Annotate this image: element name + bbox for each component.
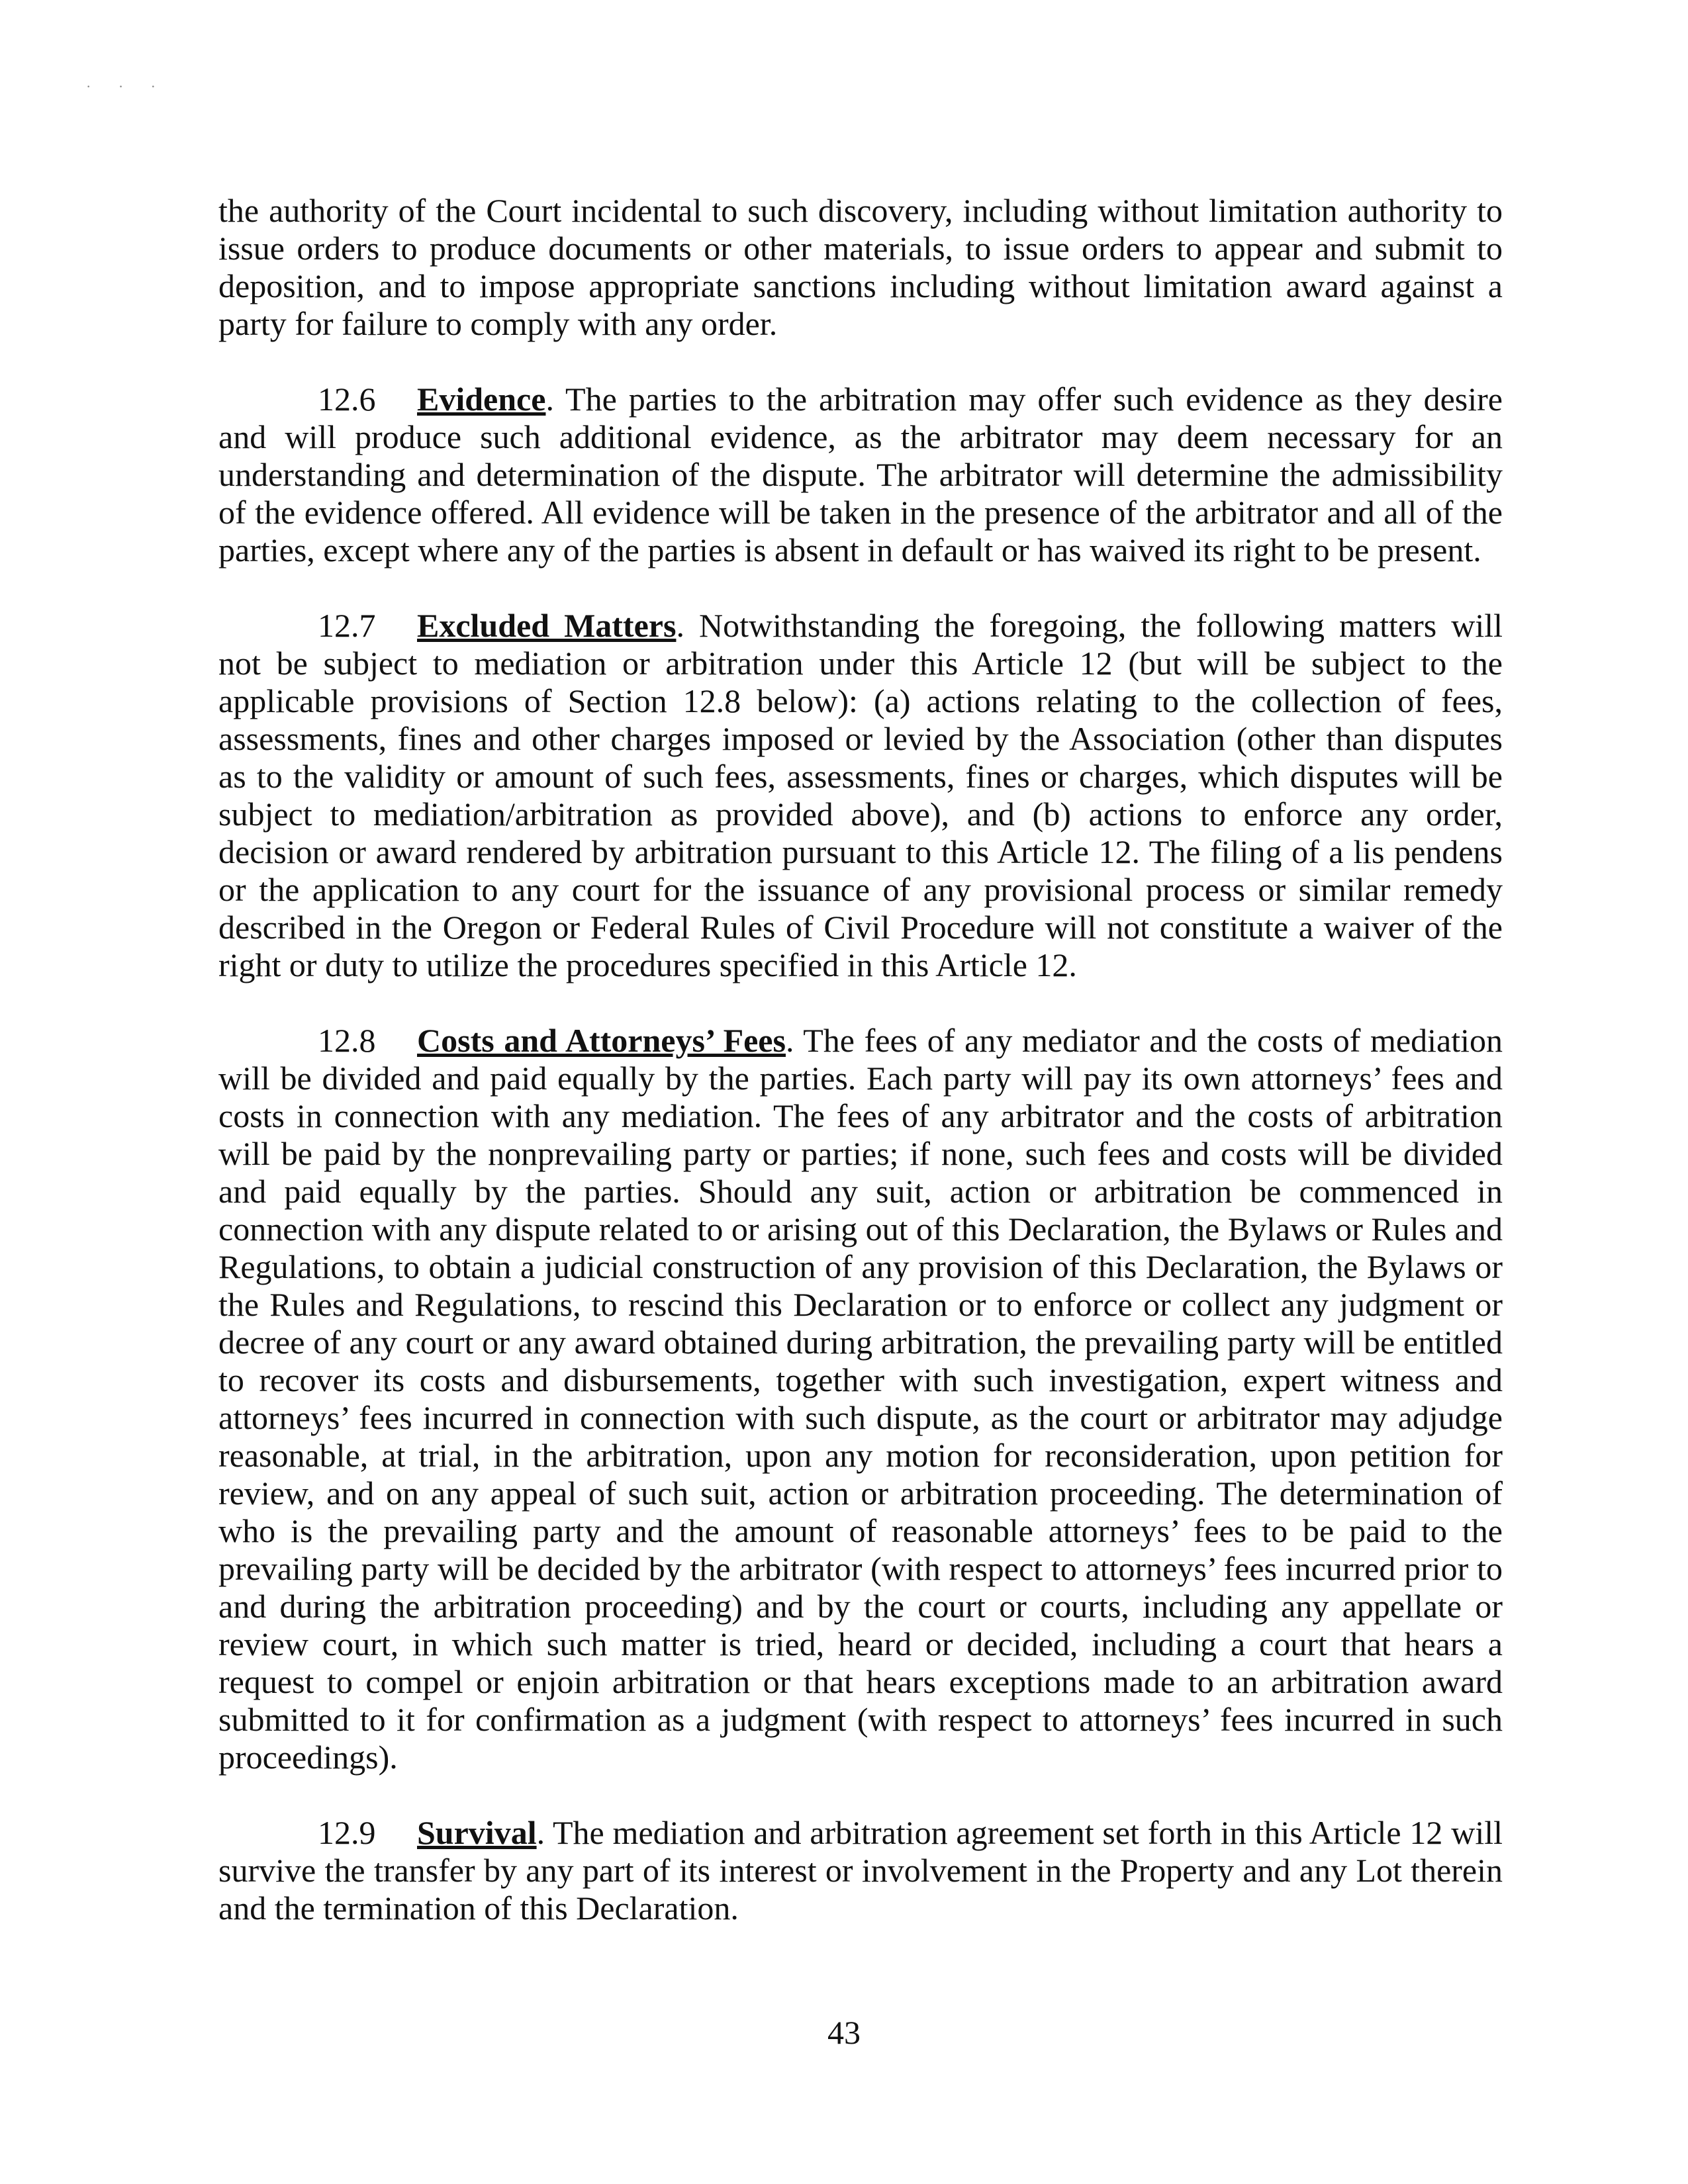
section-number: 12.8 <box>318 1022 376 1059</box>
section-number: 12.7 <box>318 607 376 644</box>
carryover-paragraph: the authority of the Court incidental to such discovery, including without limitation authority to issue orders to produce documents or other materials, to issue orders to appear and submit to deposition, and to impose appropriate sanctions including without limitation award against a party for failure to comply with any order. <box>218 192 1503 342</box>
page-number: 43 <box>827 2014 861 2051</box>
section-heading: Evidence <box>417 381 546 418</box>
section-heading: Survival <box>417 1814 537 1851</box>
section-heading: Costs and Attorneys’ Fees <box>417 1022 786 1059</box>
section-number: 12.6 <box>318 381 376 418</box>
section-12-6 <box>218 381 1503 569</box>
section-body: . The fees of any mediator and the costs of mediation will be divided and paid equally by the parties. Each party will pay its own attorneys’ fees and costs in connection with any mediation. The fees of any arbitrator and the costs of arbitration will be paid by the nonprevailing party or parties; if none, such fees and costs will be divided and paid equally by the parties. Should any suit, action or arbitration be commenced in connection with any dispute related to or arising out of this Declaration, the Bylaws or Rules and Regulations, to obtain a judicial construction of any provision of this Declaration, the Bylaws or the Rules and Regulations, to rescind this Declaration or to enforce or collect any judgment or decree of any court or any award obtained during arbitration, the prevailing party will be entitled to recover its costs and disbursements, together with such investigation, expert witness and attorneys’ fees incurred in connection with such dispute, as the court or arbitrator may adjudge reasonable, at trial, in the arbitration, upon any motion for reconsideration, upon petition for review, and on any appeal of such suit, action or arbitration proceeding. The determination of who is the prevailing party and the amount of reasonable attorneys’ fees to be paid to the prevailing party will be decided by the arbitrator (with respect to attorneys’ fees incurred prior to and during the arbitration proceeding) and by the court or courts, including any appellate or review court, in which such matter is tried, heard or decided, including a court that hears a request to compel or enjoin arbitration or that hears exceptions made to an arbitration award submitted to it for confirmation as a judgment (with respect to attorneys’ fees incurred in such proceedings). <box>218 1022 1503 1776</box>
document-body <box>218 192 1503 1965</box>
section-number: 12.9 <box>318 1814 376 1851</box>
section-12-8 <box>218 1022 1503 1776</box>
section-body: . The parties to the arbitration may offer such evidence as they desire and will produce such additional evidence, as the arbitrator may deem necessary for an understanding and determination of the dispute. The arbitrator will determine the admissibility of the evidence offered. All evidence will be taken in the presence of the arbitrator and all of the parties, except where any of the parties is absent in default or has waived its right to be present. <box>218 381 1503 569</box>
section-heading: Excluded Matters <box>417 607 677 644</box>
scan-specks: · · · <box>86 78 167 95</box>
section-12-9 <box>218 1814 1503 1927</box>
section-body: . Notwithstanding the foregoing, the following matters will not be subject to mediation or arbitration under this Article 12 (but will be subject to the applicable provisions of Section 12.8 below): (a) actions relating to the collection of fees, assessments, fines and other charges imposed or levied by the Association (other than disputes as to the validity or amount of such fees, assessments, fines or charges, which disputes will be subject to mediation/arbitration as provided above), and (b) actions to enforce any order, decision or award rendered by arbitration pursuant to this Article 12. The filing of a lis pendens or the application to any court for the issuance of any provisional process or similar remedy described in the Oregon or Federal Rules of Civil Procedure will not constitute a waiver of the right or duty to utilize the procedures specified in this Article 12. <box>218 607 1503 983</box>
section-body: . The mediation and arbitration agreement set forth in this Article 12 will survive the transfer by any part of its interest or involvement in the Property and any Lot therein and the termination of this Declaration. <box>218 1814 1503 1927</box>
section-12-7 <box>218 607 1503 984</box>
